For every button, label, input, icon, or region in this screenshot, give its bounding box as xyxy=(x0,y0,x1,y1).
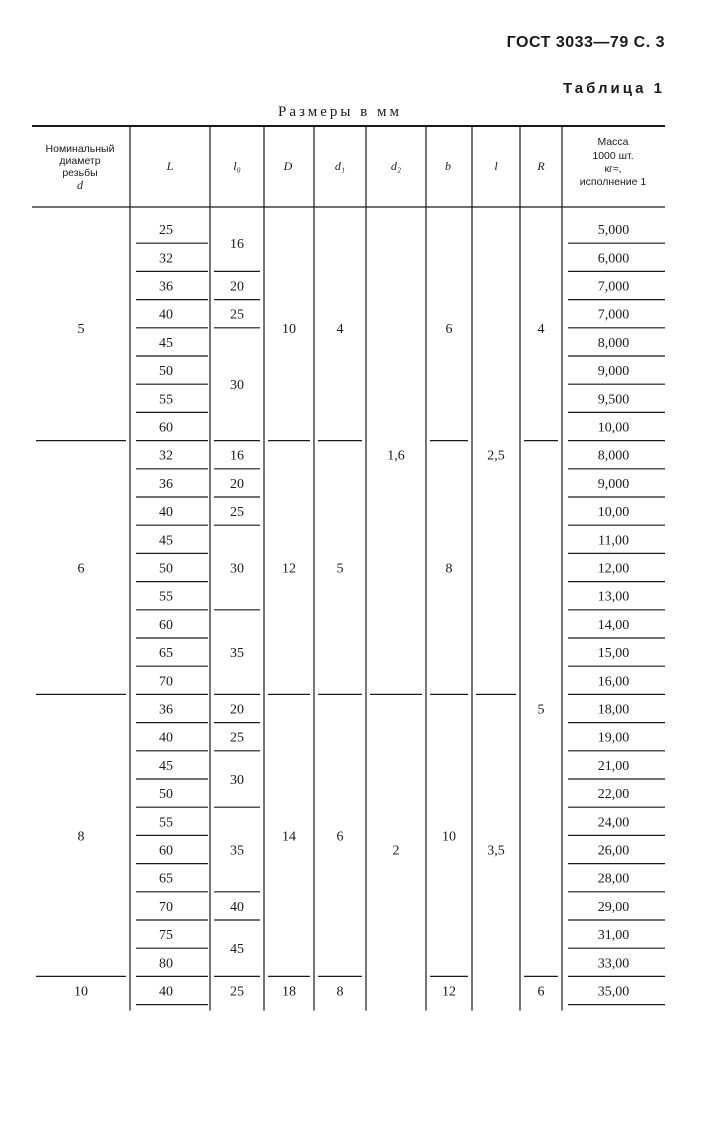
cell-R: 6 xyxy=(537,984,545,1000)
cell-l0: 30 xyxy=(230,773,244,788)
cell-D: 12 xyxy=(282,561,296,577)
cell-l0: 35 xyxy=(230,646,244,662)
cell-l0: 40 xyxy=(230,899,244,915)
cell-mass: 35,00 xyxy=(597,984,630,1000)
header-D: D xyxy=(283,159,293,173)
cell-mass: 8,000 xyxy=(597,335,630,351)
cell-d2: 1,6 xyxy=(387,448,405,464)
header-d-line4: d xyxy=(77,178,83,192)
cell-l0: 20 xyxy=(230,279,244,295)
cell-mass: 28,00 xyxy=(597,871,630,887)
cell-L: 75 xyxy=(159,928,173,944)
cell-mass: 6,000 xyxy=(597,251,630,267)
cell-L: 40 xyxy=(159,984,173,1000)
cell-l0: 25 xyxy=(230,984,244,1000)
cell-mass: 11,00 xyxy=(598,533,629,549)
cell-d1: 4 xyxy=(336,321,344,337)
cell-mass: 21,00 xyxy=(597,758,630,774)
cell-l0: 45 xyxy=(230,942,244,958)
cell-mass: 10,00 xyxy=(597,420,630,436)
cell-l0: 20 xyxy=(230,702,244,718)
cell-l: 3,5 xyxy=(487,843,505,859)
cell-l0: 25 xyxy=(230,730,244,746)
cell-L: 65 xyxy=(159,646,173,662)
cell-d2: 2 xyxy=(392,843,400,859)
header-R: R xyxy=(537,159,545,173)
header-d-line2: диаметр xyxy=(59,155,101,167)
cell-L: 45 xyxy=(159,758,173,774)
header-mass-line3: кг≈, xyxy=(604,163,622,175)
cell-D: 10 xyxy=(282,321,296,337)
cell-l0: 16 xyxy=(230,237,244,253)
cell-mass: 12,00 xyxy=(597,561,630,577)
cell-L: 40 xyxy=(159,307,173,323)
cell-l0: 16 xyxy=(230,448,244,464)
cell-D: 18 xyxy=(282,984,296,1000)
cell-mass: 9,500 xyxy=(597,392,630,408)
cell-L: 32 xyxy=(159,448,173,464)
cell-L: 55 xyxy=(159,589,173,605)
cell-L: 32 xyxy=(159,251,173,267)
cell-mass: 18,00 xyxy=(597,702,630,718)
cell-L: 55 xyxy=(159,392,173,408)
units-caption: Размеры в мм xyxy=(277,104,402,120)
cell-mass: 13,00 xyxy=(597,589,630,605)
header-b: b xyxy=(445,159,451,173)
header-mass-line2: 1000 шт. xyxy=(592,150,634,162)
cell-l0: 30 xyxy=(230,561,244,577)
cell-mass: 22,00 xyxy=(597,787,630,803)
cell-mass: 29,00 xyxy=(597,899,630,915)
cell-l: 2,5 xyxy=(487,448,505,464)
header-d2: d₂ xyxy=(390,159,402,173)
cell-d: 10 xyxy=(74,984,88,1000)
table-title: Таблица 1 xyxy=(562,80,665,97)
cell-mass: 5,000 xyxy=(597,223,630,239)
cell-L: 36 xyxy=(159,279,173,295)
cell-L: 55 xyxy=(159,815,173,831)
cell-d1: 6 xyxy=(336,829,344,845)
cell-L: 50 xyxy=(159,364,173,380)
cell-mass: 9,000 xyxy=(597,364,630,380)
cell-d1: 5 xyxy=(336,561,344,577)
header-l: l xyxy=(494,159,498,173)
cell-l0: 35 xyxy=(230,843,244,859)
cell-L: 60 xyxy=(159,617,173,633)
cell-R: 4 xyxy=(537,321,545,337)
header-mass-line1: Масса xyxy=(597,136,629,148)
cell-l0: 20 xyxy=(230,476,244,492)
cell-mass: 7,000 xyxy=(597,307,630,323)
cell-b: 12 xyxy=(442,984,456,1000)
cell-L: 70 xyxy=(159,674,173,690)
cell-d1: 8 xyxy=(336,984,344,1000)
cell-L: 36 xyxy=(159,476,173,492)
cell-mass: 16,00 xyxy=(597,674,630,690)
standard-number: ГОСТ 3033—79 С. 3 xyxy=(506,34,665,51)
cell-L: 36 xyxy=(159,702,173,718)
cell-mass: 19,00 xyxy=(597,730,630,746)
header-d-line3: резьбы xyxy=(62,167,98,179)
cell-L: 65 xyxy=(159,871,173,887)
cell-mass: 26,00 xyxy=(597,843,630,859)
header-L: L xyxy=(166,159,174,173)
header-d-line1: Номинальный xyxy=(45,143,115,155)
cell-mass: 9,000 xyxy=(597,476,630,492)
header-mass-line4: исполнение 1 xyxy=(579,176,647,188)
cell-l0: 25 xyxy=(230,505,244,521)
cell-L: 50 xyxy=(159,561,173,577)
cell-R: 5 xyxy=(537,702,545,718)
cell-mass: 8,000 xyxy=(597,448,630,464)
body-lines xyxy=(36,207,665,1011)
cell-b: 6 xyxy=(445,321,453,337)
header-l0: l₀ xyxy=(233,159,241,173)
cell-L: 40 xyxy=(159,505,173,521)
cell-D: 14 xyxy=(282,829,296,845)
header-d1: d₁ xyxy=(334,159,346,173)
cell-L: 40 xyxy=(159,730,173,746)
cell-L: 80 xyxy=(159,956,173,972)
cell-mass: 33,00 xyxy=(597,956,630,972)
cell-L: 45 xyxy=(159,533,173,549)
cell-d: 8 xyxy=(77,829,85,845)
cell-L: 45 xyxy=(159,335,173,351)
cell-mass: 10,00 xyxy=(597,505,630,521)
cell-d: 6 xyxy=(77,561,85,577)
cell-mass: 31,00 xyxy=(597,928,630,944)
cell-mass: 14,00 xyxy=(597,617,630,633)
cell-L: 70 xyxy=(159,899,173,915)
cell-L: 60 xyxy=(159,843,173,859)
body-cells xyxy=(74,223,629,999)
cell-mass: 7,000 xyxy=(597,279,630,295)
cell-L: 25 xyxy=(159,223,173,239)
cell-b: 10 xyxy=(442,829,456,845)
cell-mass: 24,00 xyxy=(597,815,630,831)
cell-L: 50 xyxy=(159,787,173,803)
cell-l0: 30 xyxy=(230,378,244,394)
cell-mass: 15,00 xyxy=(597,646,630,662)
cell-d: 5 xyxy=(77,321,85,337)
cell-l0: 25 xyxy=(230,307,244,323)
cell-L: 60 xyxy=(159,420,173,436)
cell-b: 8 xyxy=(445,561,453,577)
